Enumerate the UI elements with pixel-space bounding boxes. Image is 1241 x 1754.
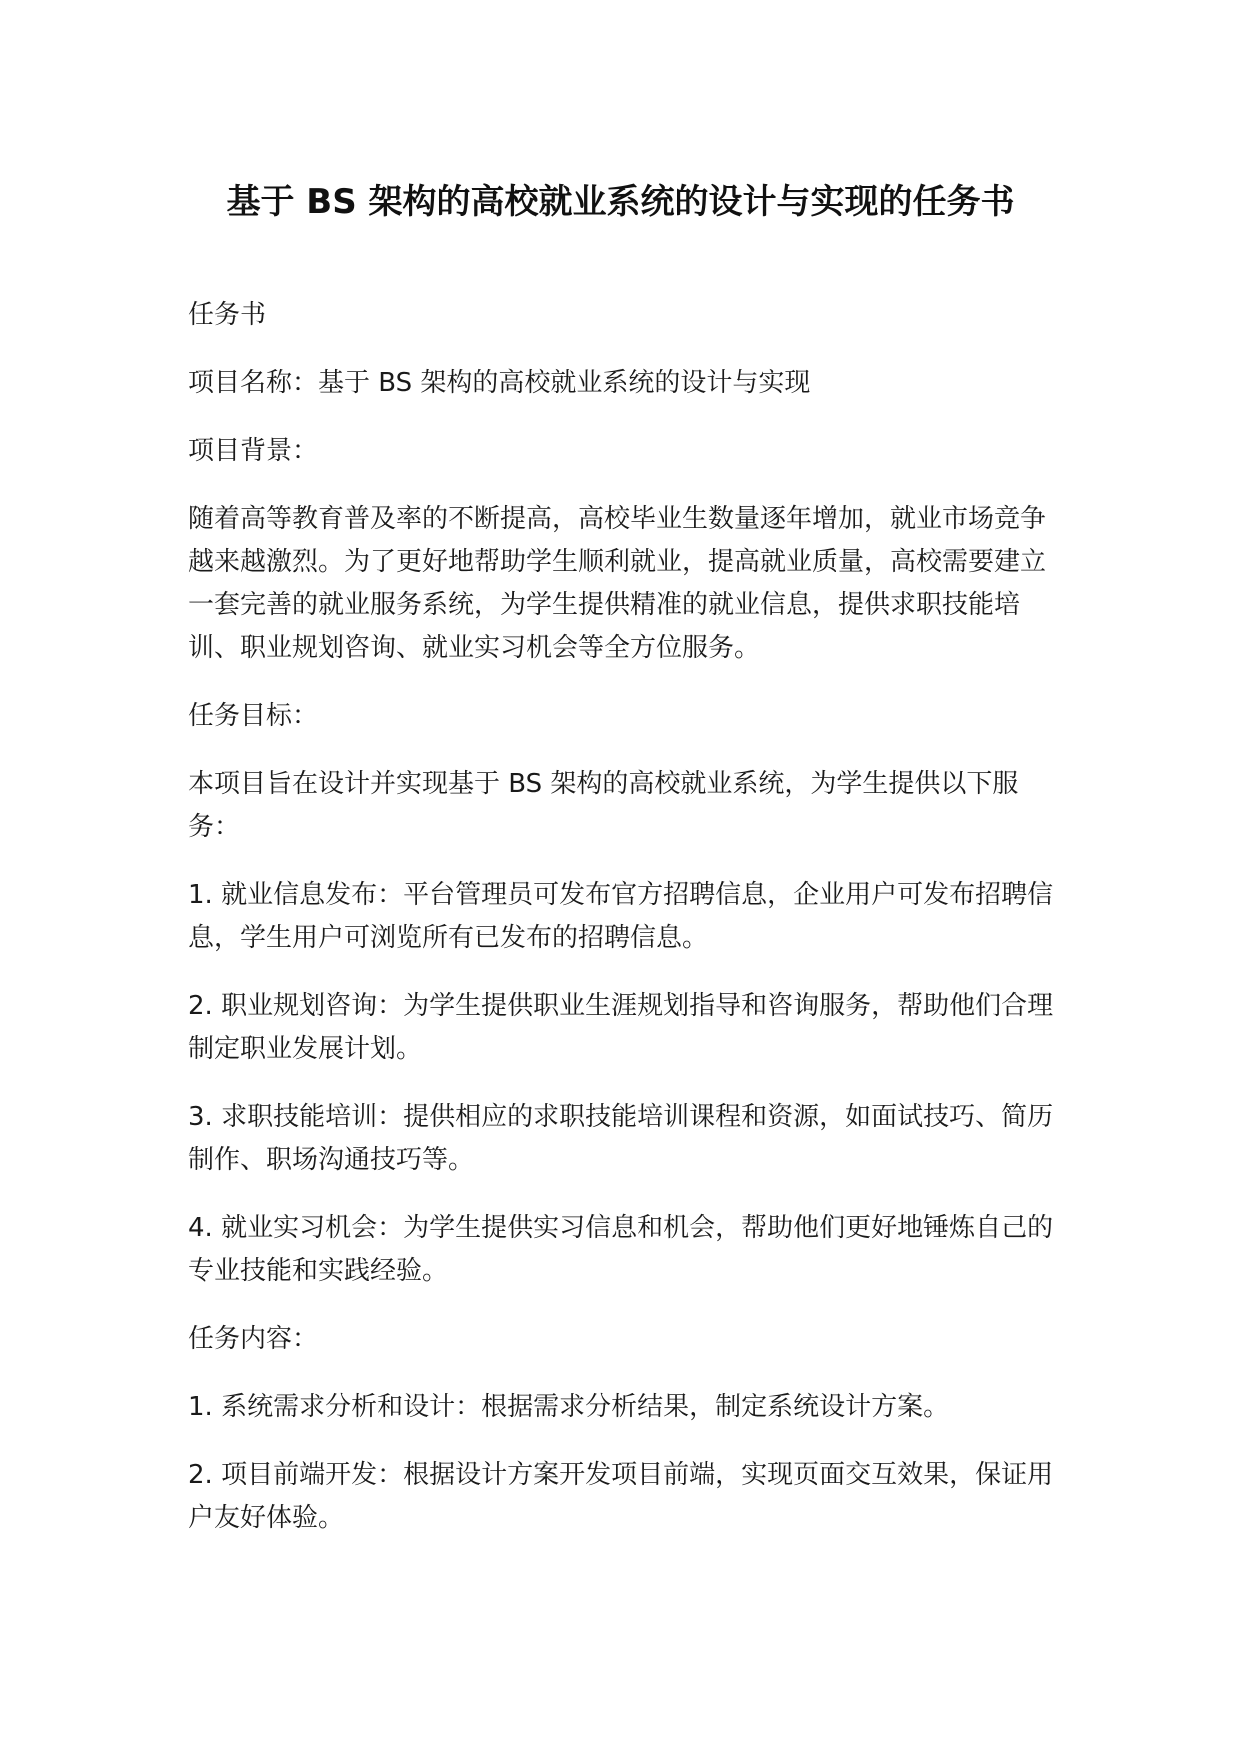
- paragraph-project-name: 项目名称：基于 BS 架构的高校就业系统的设计与实现: [188, 368, 811, 398]
- heading-task-goals: 任务目标：: [188, 701, 319, 731]
- paragraph-task-goals-intro: 本项目旨在设计并实现基于 BS 架构的高校就业系统，为学生提供以下服务：: [188, 769, 1019, 842]
- paragraph-project-background: 随着高等教育普及率的不断提高，高校毕业生数量逐年增加，就业市场竞争越来越激烈。为了更好地帮助学生顺利就业，提高就业质量，高校需要建立一套完善的就业服务系统，为学生提供精准的就业信息，提供求职技能培训、职业规划咨询、就业实习机会等全方位服务。: [188, 504, 1047, 663]
- list-item-content-1: 1. 系统需求分析和设计：根据需求分析结果，制定系统设计方案。: [188, 1392, 950, 1422]
- document-title: 基于 BS 架构的高校就业系统的设计与实现的任务书: [226, 182, 1015, 222]
- paragraph-task-book-label: 任务书: [188, 300, 267, 330]
- list-item-goal-4: 4. 就业实习机会：为学生提供实习信息和机会，帮助他们更好地锤炼自己的专业技能和实践经验。: [188, 1213, 1054, 1286]
- list-item-content-2: 2. 项目前端开发：根据设计方案开发项目前端，实现页面交互效果，保证用户友好体验。: [188, 1460, 1054, 1533]
- document-body: [188, 294, 1054, 1565]
- list-item-goal-3: 3. 求职技能培训：提供相应的求职技能培训课程和资源，如面试技巧、简历制作、职场沟通技巧等。: [188, 1102, 1054, 1175]
- list-item-goal-1: 1. 就业信息发布：平台管理员可发布官方招聘信息，企业用户可发布招聘信息，学生用户可浏览所有已发布的招聘信息。: [188, 880, 1054, 953]
- list-item-goal-2: 2. 职业规划咨询：为学生提供职业生涯规划指导和咨询服务，帮助他们合理制定职业发展计划。: [188, 991, 1054, 1064]
- heading-task-content: 任务内容：: [188, 1324, 319, 1354]
- heading-project-background: 项目背景：: [188, 436, 319, 466]
